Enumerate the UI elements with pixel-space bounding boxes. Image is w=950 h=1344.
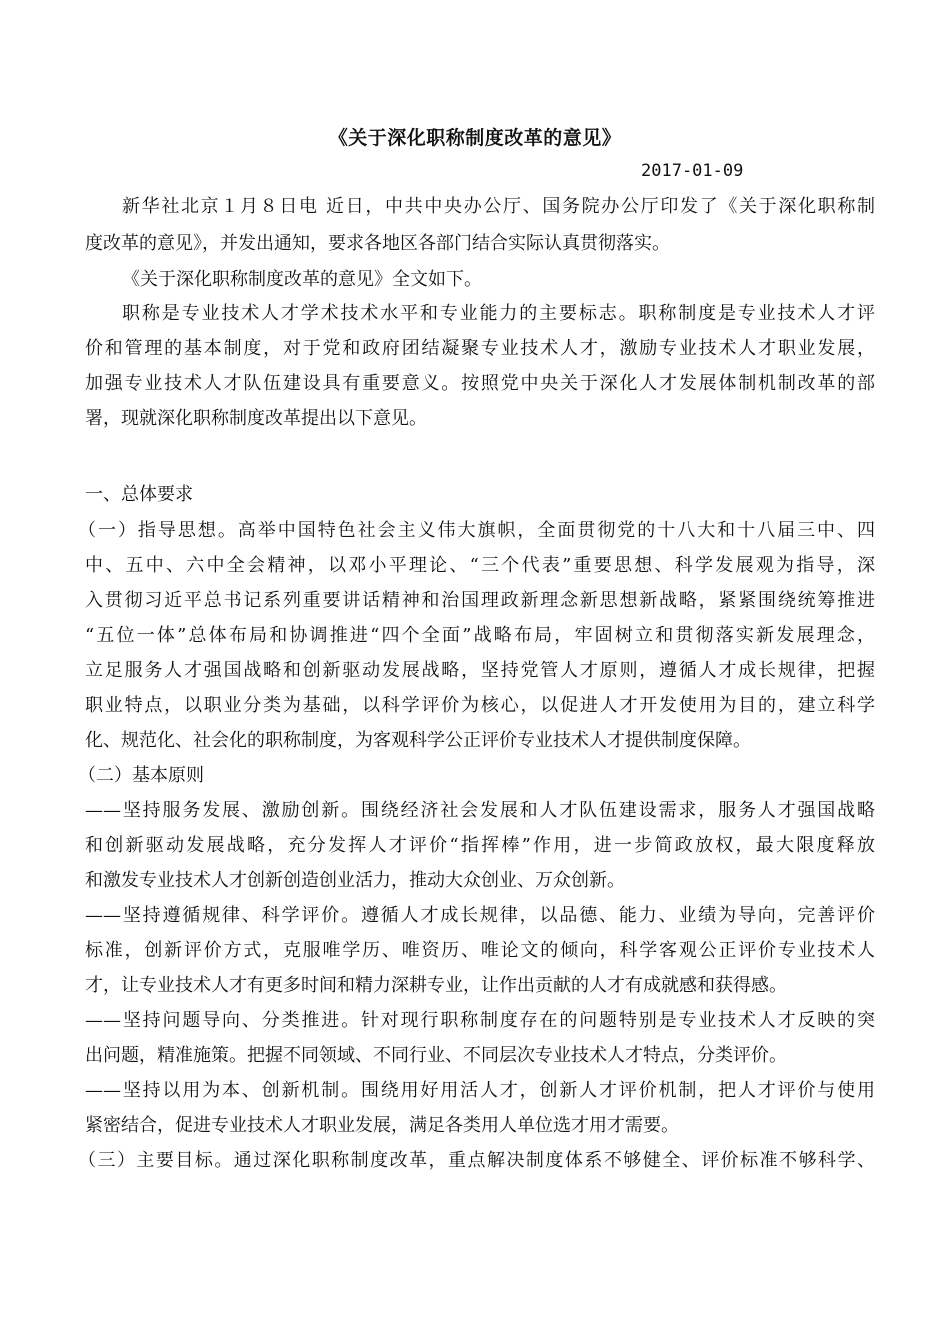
paragraph-line: ——坚持遵循规律、科学评价。遵循人才成长规律，以品德、能力、业绩为导向，完善评价 [85, 905, 875, 926]
paragraph-line: 化、规范化、社会化的职称制度，为客观科学公正评价专业技术人才提供制度保障。 [85, 730, 751, 751]
paragraph-line: 价和管理的基本制度，对于党和政府团结凝聚专业技术人才，激励专业技术人才职业发展， [85, 338, 875, 359]
paragraph-line: 职称是专业技术人才学术技术水平和专业能力的主要标志。职称制度是专业技术人才评 [122, 303, 875, 324]
paragraph-line: 和激发专业技术人才创新创造创业活力，推动大众创业、万众创新。 [85, 870, 625, 891]
paragraph-line: 入贯彻习近平总书记系列重要讲话精神和治国理政新理念新思想新战略，紧紧围绕统筹推进 [85, 590, 875, 611]
paragraph-line: ——坚持服务发展、激励创新。围绕经济社会发展和人才队伍建设需求，服务人才强国战略 [85, 800, 875, 821]
paragraph-line: 署，现就深化职称制度改革提出以下意见。 [85, 408, 427, 429]
paragraph-line: 《关于深化职称制度改革的意见》全文如下。 [122, 269, 482, 290]
paragraph-line: 立足服务人才强国战略和创新驱动发展战略，坚持党管人才原则，遵循人才成长规律，把握 [85, 660, 875, 681]
paragraph-line: （三）主要目标。通过深化职称制度改革，重点解决制度体系不够健全、评价标准不够科学、 [78, 1150, 875, 1171]
paragraph-line: 度改革的意见》，并发出通知，要求各地区各部门结合实际认真贯彻落实。 [85, 233, 670, 254]
paragraph-line: 才，让专业技术人才有更多时间和精力深耕专业，让作出贡献的人才有成就感和获得感。 [85, 975, 787, 996]
paragraph-line: ——坚持以用为本、创新机制。围绕用好用活人才，创新人才评价机制，把人才评价与使用 [85, 1080, 875, 1101]
publish-date: 2017-01-09 [641, 161, 744, 181]
subsection-heading: （二）基本原则 [78, 765, 204, 786]
paragraph-line: 和创新驱动发展战略，充分发挥人才评价“指挥棒”作用，进一步简政放权，最大限度释放 [85, 835, 875, 856]
paragraph-line: （一）指导思想。高举中国特色社会主义伟大旗帜，全面贯彻党的十八大和十八届三中、四 [78, 520, 875, 541]
section-heading: 一、总体要求 [85, 484, 193, 505]
paragraph-line: 紧密结合，促进专业技术人才职业发展，满足各类用人单位选才用才需要。 [85, 1115, 679, 1136]
paragraph-line: ——坚持问题导向、分类推进。针对现行职称制度存在的问题特别是专业技术人才反映的突 [85, 1010, 875, 1031]
paragraph-line: 加强专业技术人才队伍建设具有重要意义。按照党中央关于深化人才发展体制机制改革的部 [85, 373, 875, 394]
paragraph-line: “五位一体”总体布局和协调推进“四个全面”战略布局，牢固树立和贯彻落实新发展理念， [85, 625, 875, 646]
paragraph-line: 中、五中、六中全会精神，以邓小平理论、“三个代表”重要思想、科学发展观为指导，深 [85, 555, 875, 576]
paragraph-line: 职业特点，以职业分类为基础，以科学评价为核心，以促进人才开发使用为目的，建立科学 [85, 695, 875, 716]
document-title: 《关于深化职称制度改革的意见》 [328, 127, 622, 149]
paragraph-line: 标准，创新评价方式，克服唯学历、唯资历、唯论文的倾向，科学客观公正评价专业技术人 [85, 940, 875, 961]
paragraph-line: 新华社北京１月８日电 近日，中共中央办公厅、国务院办公厅印发了《关于深化职称制 [122, 196, 875, 217]
paragraph-line: 出问题，精准施策。把握不同领域、不同行业、不同层次专业技术人才特点，分类评价。 [85, 1045, 787, 1066]
